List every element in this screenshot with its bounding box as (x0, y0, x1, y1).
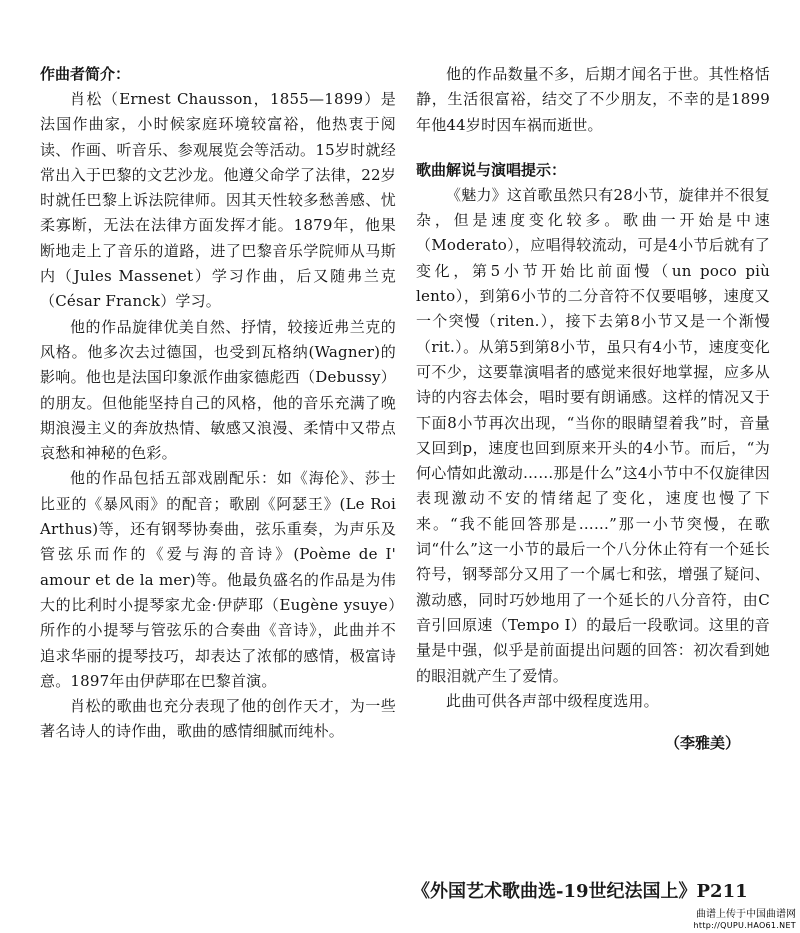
composer-intro-heading: 作曲者简介： (40, 65, 131, 83)
right-column (416, 62, 770, 753)
book-caption: 《外国艺术歌曲选-19世纪法国上》P211 (412, 881, 748, 902)
site-watermark (694, 909, 796, 931)
songs-paragraph: 肖松的歌曲也充分表现了他的创作天才，为一些著名诗人的诗作曲，歌曲的感情细腻而纯朴。 (40, 697, 396, 741)
left-column (40, 62, 396, 745)
style-paragraph: 他的作品旋律优美自然、抒情，较接近弗兰克的风格。他多次去过德国，也受到瓦格纳(Wagner)的影响。他也是法国印象派作曲家德彪西（Debussy）的朋友。但他能坚持自己的风格，他的音乐充满了晚期浪漫主义的奔放热情、敏感又浪漫、柔情中又带点哀愁和神秘的色彩。 (40, 317, 396, 463)
watermark-text: 曲谱上传于中国曲谱网 (696, 909, 796, 920)
song-notes-heading: 歌曲解说与演唱提示： (416, 160, 567, 179)
later-life-paragraph: 他的作品数量不多，后期才闻名于世。其性格恬静，生活很富裕，结交了不少朋友，不幸的是1899年他44岁时因车祸而逝世。 (416, 65, 770, 134)
works-paragraph: 他的作品包括五部戏剧配乐：如《海伦》、莎士比亚的《暴风雨》的配音；歌剧《阿瑟王》(Le Roi Arthus)等，还有钢琴协奏曲，弦乐重奏，为声乐及管弦乐而作的《爱与海的音诗》(Poème de I' amour et de la mer)等。他最负盛名的作品是为伟大的比利时小提琴家尤金·伊萨耶（Eugène ysuye）所作的小提琴与管弦乐的合奏曲《音诗》，此曲并不追求华丽的提琴技巧，却表达了浓郁的感情，极富诗意。1897年由伊萨耶在巴黎首演。 (40, 469, 396, 690)
composer-bio-paragraph: 肖松（Ernest Chausson，1855—1899）是法国作曲家，小时候家庭环境较富裕，他热衷于阅读、作画、听音乐、参观展览会等活动。15岁时就经常出入于巴黎的文艺沙龙。他遵父命学了法律，22岁时就任巴黎上诉法院律师。因其天性较多愁善感、忧柔寡断，无法在法律方面发挥才能。1879年，他果断地走上了音乐的道路，进了巴黎音乐学院师从马斯内（Jules Massenet）学习作曲，后又随弗兰克（César Franck）学习。 (40, 90, 396, 311)
watermark-url: http://QUPU.HAO61.NET (693, 921, 796, 930)
recommendation-paragraph: 此曲可供各声部中级程度选用。 (446, 691, 659, 710)
author-signature: （李雅美） (664, 734, 740, 753)
song-analysis-paragraph: 《魅力》这首歌虽然只有28小节，旋律并不很复杂，但是速度变化较多。歌曲一开始是中速（Moderato），应唱得较流动，可是4小节后就有了变化，第5小节开始比前面慢（un poco più lento），到第6小节的二分音符不仅要唱够，速度又一个突慢（riten.），接下去第8小节又是一个渐慢（rit.）。从第5到第8小节，虽只有4小节，速度变化可不少，这要靠演唱者的感觉来很好地掌握，应多从诗的内容去体会，唱时要有朗诵感。这样的情况又于下面8小节再次出现，“当你的眼睛望着我”时，音量又回到p，速度也回到原来开头的4小节。而后，“为何心情如此激动……那是什么”这4小节中不仅旋律因表现激动不安的情绪起了变化，速度也慢了下来。“我不能回答那是……”那一小节突慢，在歌词“什么”这一小节的最后一个八分休止符有一个延长符号，钢琴部分又用了一个属七和弦，增强了疑问、激动感，同时巧妙地用了一个延长的八分音符，由C音引回原速（Tempo Ⅰ）的最后一段歌词。这里的音量是中强，似乎是前面提出问题的回答：初次看到她的眼泪就产生了爱情。 (416, 185, 770, 685)
